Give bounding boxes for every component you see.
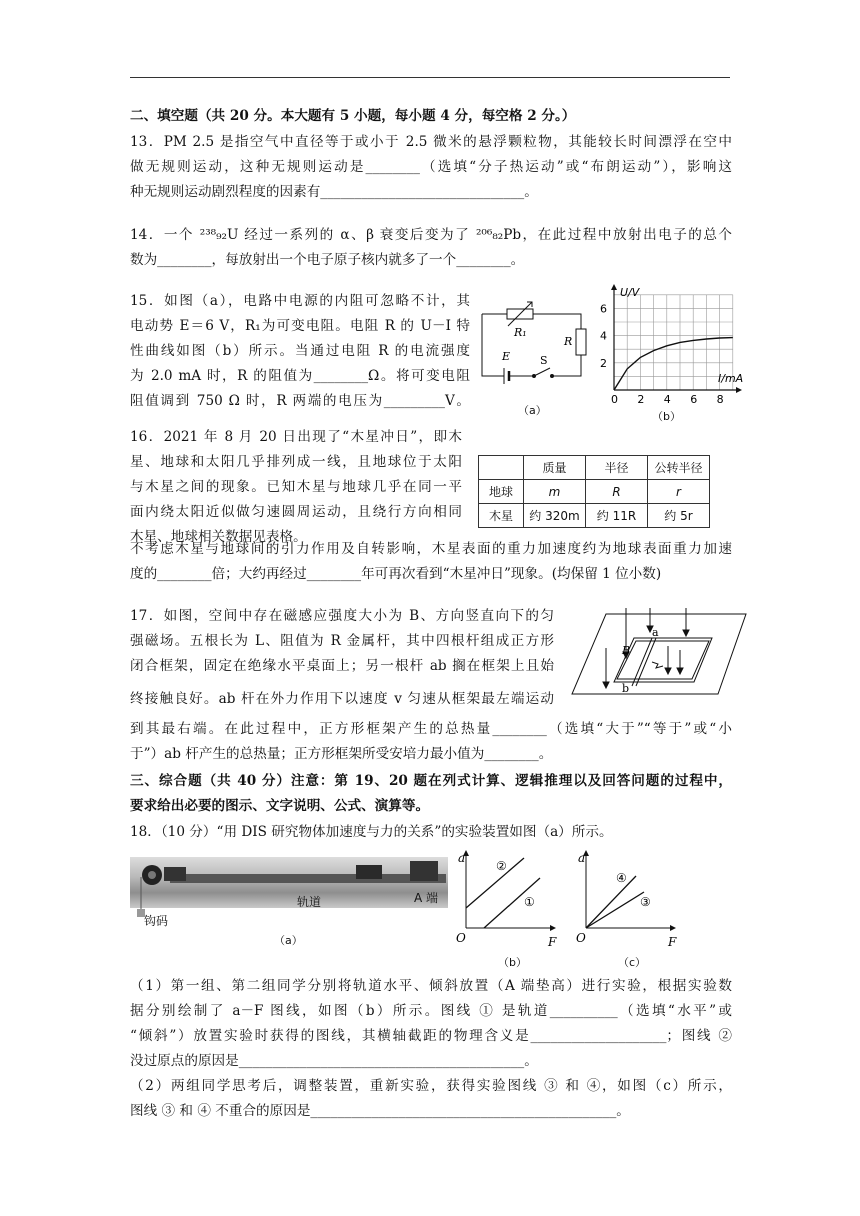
c-origin-label: O bbox=[576, 931, 586, 945]
s-label: S bbox=[540, 354, 548, 367]
q15-line: 15．如图（a），电路中电源的内阻可忽略不计，其 bbox=[130, 293, 470, 309]
apparatus-details bbox=[130, 857, 450, 927]
x-tick-label: 4 bbox=[663, 393, 671, 404]
y-tick-label: 2 bbox=[600, 356, 607, 370]
q17-line: 于”）ab 杆产生的总热量；正方形框架所受安培力最小值为________。 bbox=[130, 746, 553, 762]
y-tick-label: 6 bbox=[600, 302, 607, 316]
header-rule bbox=[130, 77, 730, 78]
table-header-cell: 质量 bbox=[524, 456, 586, 480]
section3-heading bbox=[130, 769, 732, 819]
table-row bbox=[479, 504, 710, 528]
question-16 bbox=[130, 425, 462, 550]
x-tick-label: 8 bbox=[716, 393, 724, 404]
q18-intro: 18．（10 分）“用 DIS 研究物体加速度与力的关系”的实验装置如图（a）所示。 bbox=[130, 824, 613, 840]
question-15 bbox=[130, 289, 470, 414]
q16-line: 不考虑木星与地球间的引力作用及自转影响，木星表面的重力加速度约为地球表面重力加速 bbox=[130, 541, 732, 557]
question-17 bbox=[130, 604, 554, 712]
q16-line: 面内绕太阳近似做匀速圆周运动，且绕行方向相同 bbox=[130, 504, 462, 520]
q16-line: 度的________倍；大约再经过________年可再次看到“木星冲日”现象。(均保留 1 位小数) bbox=[130, 566, 662, 582]
q14-line: 14．一个 ²³⁸₉₂U 经过一系列的 α、β 衰变后变为了 ²⁰⁶₈₂Pb，在此过程中放射出电子的总个 bbox=[130, 227, 732, 243]
caption-c-af: （c） bbox=[618, 956, 647, 969]
q18-line: 据分别绘制了 a－F 图线，如图（b）所示。图线 ① 是轨道__________（选填“水平”或 bbox=[130, 1003, 732, 1019]
planet-data-table bbox=[478, 455, 710, 528]
q18-line: “倾斜”）放置实验时获得的图线，其横轴截距的物理含义是____________________；图线 ② bbox=[130, 1028, 732, 1044]
x-axis-arrow bbox=[736, 387, 742, 393]
current-arrow bbox=[652, 662, 663, 668]
rod-end-a: a bbox=[652, 626, 659, 639]
question-17-continued bbox=[130, 717, 732, 767]
table-cell: 约 320m bbox=[524, 504, 586, 528]
q16-line: 16．2021 年 8 月 20 日出现了“木星冲日”，即木 bbox=[130, 429, 462, 445]
q13-line: 种无规则运动剧烈程度的因素有______________________________。 bbox=[130, 184, 538, 200]
q18-line: （1）第一组、第二组同学分别将轨道水平、倾斜放置（A 端垫高）进行实验，根据实验数 bbox=[130, 978, 732, 994]
q13-line: 13．PM 2.5 是指空气中直径等于或小于 2.5 微米的悬浮颗粒物，其能较长时间漂浮在空中 bbox=[130, 134, 732, 150]
a-f-graph-b bbox=[454, 848, 564, 948]
question-18-part2 bbox=[130, 1074, 732, 1124]
magnetic-field-diagram bbox=[566, 606, 750, 700]
x-tick-label: 6 bbox=[690, 393, 698, 404]
rod-end-b: b bbox=[622, 682, 630, 695]
q13-line: 做无规则运动，这种无规则运动是________（选填“分子热运动”或“布朗运动”），影响这 bbox=[130, 159, 732, 175]
u-i-graph bbox=[596, 282, 756, 404]
caption-b-af: （b） bbox=[498, 956, 527, 969]
circuit-diagram bbox=[478, 296, 590, 396]
q17-line: 终接触良好。ab 杆在外力作用下以速度 v 匀速从框架最左端运动 bbox=[130, 691, 554, 707]
table-row bbox=[479, 480, 710, 504]
q15-line: 阻值调到 750 Ω 时，R 两端的电压为_________V。 bbox=[130, 393, 470, 409]
e-label: E bbox=[502, 350, 511, 363]
section3-heading-line: 三、综合题（共 40 分）注意：第 19、20 题在列式计算、逻辑推理以及回答问题的过程中， bbox=[130, 773, 732, 789]
table-cell: m bbox=[524, 480, 586, 504]
table-cell: 约 11R bbox=[586, 504, 648, 528]
b-line-2-label: ② bbox=[496, 859, 507, 873]
b-line-1-label: ① bbox=[524, 895, 535, 909]
q16-line: 星、地球和太阳几乎排列成一线，且地球位于太阳 bbox=[130, 454, 462, 470]
section3-heading-line: 要求给出必要的图示、文字说明、公式、演算等。 bbox=[130, 798, 430, 814]
y-axis-arrow bbox=[611, 284, 617, 290]
q15-line: 为 2.0 mA 时，R 的阻值为________Ω。将可变电阻 bbox=[130, 368, 470, 384]
y-axis-label: U/V bbox=[620, 286, 640, 299]
label-track: 轨道 bbox=[297, 895, 322, 909]
table-header-row bbox=[479, 456, 710, 480]
q15-line: 电动势 E＝6 V，R₁为可变电阻。电阻 R 的 U－I 特 bbox=[130, 318, 470, 334]
c-line-4-label: ④ bbox=[616, 871, 627, 885]
label-weight: 钩码 bbox=[144, 914, 169, 928]
b-a-label: a bbox=[458, 851, 466, 865]
question-14 bbox=[130, 223, 732, 273]
table-cell: R bbox=[586, 480, 648, 504]
question-13 bbox=[130, 130, 732, 205]
c-line-3-label: ③ bbox=[640, 895, 651, 909]
x-axis-label: I/mA bbox=[718, 372, 744, 385]
table-cell: 地球 bbox=[479, 480, 524, 504]
c-f-label: F bbox=[668, 935, 677, 948]
q14-line: 数为________，每放射出一个电子原子核内就多了一个________。 bbox=[130, 252, 525, 268]
x-tick-label: 2 bbox=[637, 393, 645, 404]
a-f-graph-c bbox=[574, 848, 684, 948]
question-18-part1 bbox=[130, 974, 732, 1074]
label-a-end: A 端 bbox=[414, 891, 439, 905]
q18-line: （2）两组同学思考后，调整装置，重新实验，获得实验图线 ③ 和 ④，如图（c）所示， bbox=[130, 1078, 732, 1094]
q17-line: 强磁场。五根长为 L、阻值为 R 金属杆，其中四根杆组成正方形 bbox=[130, 633, 554, 649]
u-i-curve bbox=[614, 338, 733, 390]
r1-label: R₁ bbox=[514, 326, 527, 339]
q18-line: 图线 ③ 和 ④ 不重合的原因是_____________________________________________。 bbox=[130, 1103, 630, 1119]
q16-line: 木星、地球相关数据见表格。 bbox=[130, 529, 307, 545]
question-16-continued bbox=[130, 537, 732, 587]
q16-line: 与木星之间的现象。已知木星与地球几乎在同一平 bbox=[130, 479, 462, 495]
chart-grid bbox=[614, 295, 733, 390]
b-f-label: F bbox=[548, 935, 557, 948]
y-tick-label: 4 bbox=[600, 329, 607, 343]
table-header-cell: 公转半径 bbox=[648, 456, 710, 480]
table-cell: r bbox=[648, 480, 710, 504]
table-cell: 约 5r bbox=[648, 504, 710, 528]
q18-line: 没过原点的原因是__________________________________________。 bbox=[130, 1053, 538, 1069]
field-label-b: B bbox=[622, 644, 631, 657]
b-origin-label: O bbox=[456, 931, 466, 945]
c-a-label: a bbox=[578, 851, 586, 865]
q17-line: 闭合框架，固定在绝缘水平桌面上；另一根杆 ab 搁在框架上且始 bbox=[130, 658, 554, 674]
table-header-cell bbox=[479, 456, 524, 480]
caption-b-graph: （b） bbox=[652, 410, 681, 423]
x-tick-label: 0 bbox=[611, 393, 618, 404]
caption-a-photo: （a） bbox=[274, 934, 303, 947]
q15-line: 性曲线如图（b）所示。当通过电阻 R 的电流强度 bbox=[130, 343, 470, 359]
caption-a-circuit: （a） bbox=[518, 404, 547, 417]
q17-line: 到其最右端。在此过程中，正方形框架产生的总热量________（选填“大于”“等于”或“小 bbox=[130, 721, 732, 737]
table-header-cell: 半径 bbox=[586, 456, 648, 480]
table-cell: 木星 bbox=[479, 504, 524, 528]
r-label: R bbox=[564, 335, 573, 348]
sensor-icon bbox=[410, 861, 438, 881]
section2-heading: 二、填空题（共 20 分。本大题有 5 小题，每小题 4 分，每空格 2 分。） bbox=[130, 108, 576, 124]
cart-icon bbox=[356, 865, 382, 879]
q17-line: 17．如图，空间中存在磁感应强度大小为 B、方向竖直向下的匀 bbox=[130, 608, 554, 624]
